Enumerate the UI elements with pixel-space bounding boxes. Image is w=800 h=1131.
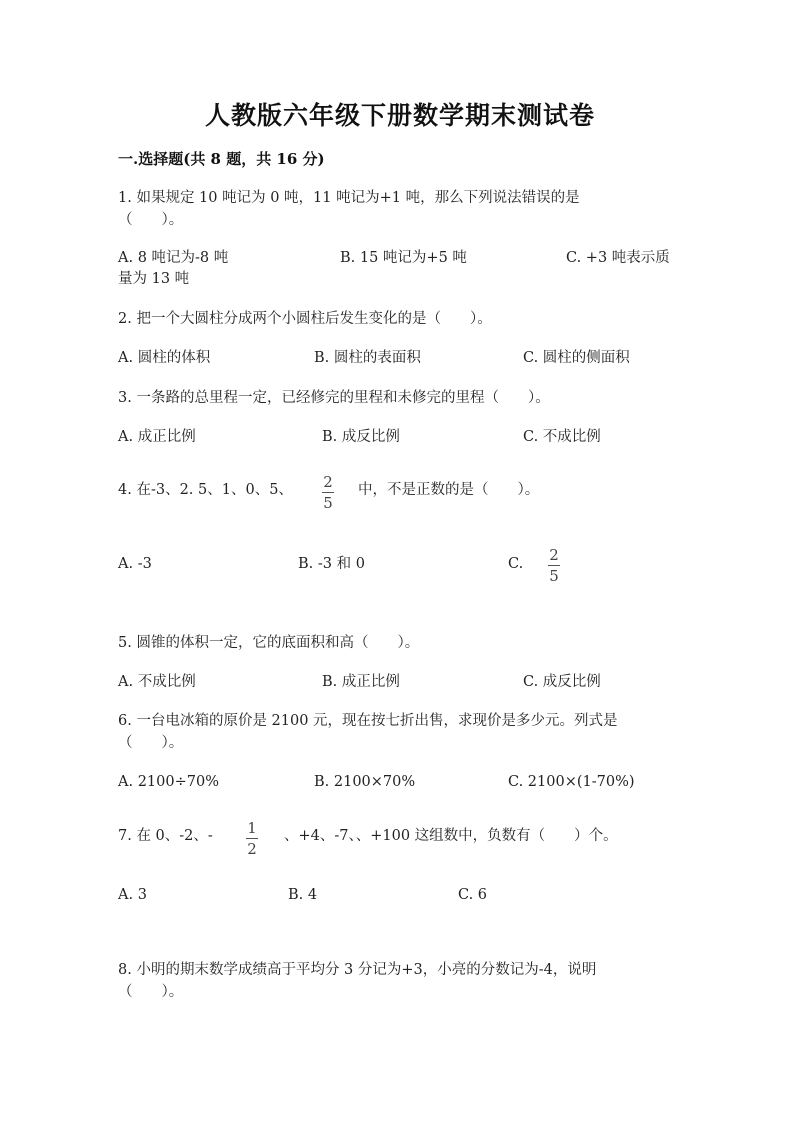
q4-option-c-fraction	[546, 547, 562, 584]
fraction-bar	[322, 492, 334, 493]
q3-stem: 3. 一条路的总里程一定，已经修完的里程和未修完的里程（ ）。	[118, 390, 550, 406]
q6-option-c: C. 2100×(1-70%)	[508, 774, 635, 790]
section-heading: 一.选择题(共 8 题，共 16 分)	[118, 150, 325, 168]
q5-stem: 5. 圆锥的体积一定，它的底面积和高（ ）。	[118, 635, 420, 651]
q7-option-a: A. 3	[118, 887, 147, 903]
q4-stem-part1: 4. 在-3、2. 5、1、0、5、	[118, 482, 293, 498]
q2-option-c: C. 圆柱的侧面积	[523, 350, 630, 366]
q3-option-c: C. 不成比例	[523, 429, 601, 445]
q1-stem-line2: （ ）。	[118, 212, 184, 228]
q1-option-a: A. 8 吨记为-8 吨	[118, 250, 229, 266]
fraction-numerator: 2	[549, 546, 559, 564]
q7-stem-part2: 、+4、-7、、+100 这组数中，负数有（ ）个。	[284, 828, 618, 844]
q5-option-b: B. 成正比例	[322, 674, 400, 690]
q5-option-c: C. 成反比例	[523, 674, 601, 690]
q7-option-c: C. 6	[458, 887, 488, 903]
q6-option-a: A. 2100÷70%	[118, 774, 219, 790]
fraction-numerator: 1	[247, 819, 257, 837]
q8-stem-line1: 8. 小明的期末数学成绩高于平均分 3 分记为+3，小亮的分数记为-4，说明	[118, 962, 597, 978]
fraction-bar	[246, 838, 258, 839]
fraction-denominator: 5	[549, 567, 559, 585]
q2-option-a: A. 圆柱的体积	[118, 350, 211, 366]
q2-stem: 2. 把一个大圆柱分成两个小圆柱后发生变化的是（ ）。	[118, 311, 492, 327]
fraction-denominator: 2	[247, 840, 257, 858]
q7-option-b: B. 4	[288, 887, 318, 903]
q1-option-b: B. 15 吨记为+5 吨	[340, 250, 467, 266]
q3-option-a: A. 成正比例	[118, 429, 196, 445]
fraction-denominator: 5	[323, 494, 333, 512]
q5-option-a: A. 不成比例	[118, 674, 196, 690]
q1-option-c: C. +3 吨表示质	[566, 250, 670, 266]
q1-stem-line1: 1. 如果规定 10 吨记为 0 吨，11 吨记为+1 吨，那么下列说法错误的是	[118, 190, 580, 206]
q4-option-c: C.	[508, 556, 524, 572]
fraction-numerator: 2	[323, 473, 333, 491]
q8-stem-line2: （ ）。	[118, 984, 184, 1000]
q2-option-b: B. 圆柱的表面积	[314, 350, 421, 366]
q6-option-b: B. 2100×70%	[314, 774, 416, 790]
fraction-bar	[548, 565, 560, 566]
q4-option-b: B. -3 和 0	[298, 556, 365, 572]
q1-option-c-cont: 量为 13 吨	[118, 271, 190, 287]
q4-fraction	[320, 474, 336, 511]
q3-option-b: B. 成反比例	[322, 429, 400, 445]
page-title: 人教版六年级下册数学期末测试卷	[204, 101, 595, 130]
q7-stem-part1: 7. 在 0、-2、-	[118, 828, 213, 844]
q6-stem-line2: （ ）。	[118, 735, 184, 751]
q6-stem-line1: 6. 一台电冰箱的原价是 2100 元，现在按七折出售，求现价是多少元。列式是	[118, 713, 618, 729]
q7-fraction	[244, 820, 260, 857]
q4-stem-part2: 中，不是正数的是（ ）。	[358, 482, 540, 498]
q4-option-a: A. -3	[118, 556, 152, 572]
